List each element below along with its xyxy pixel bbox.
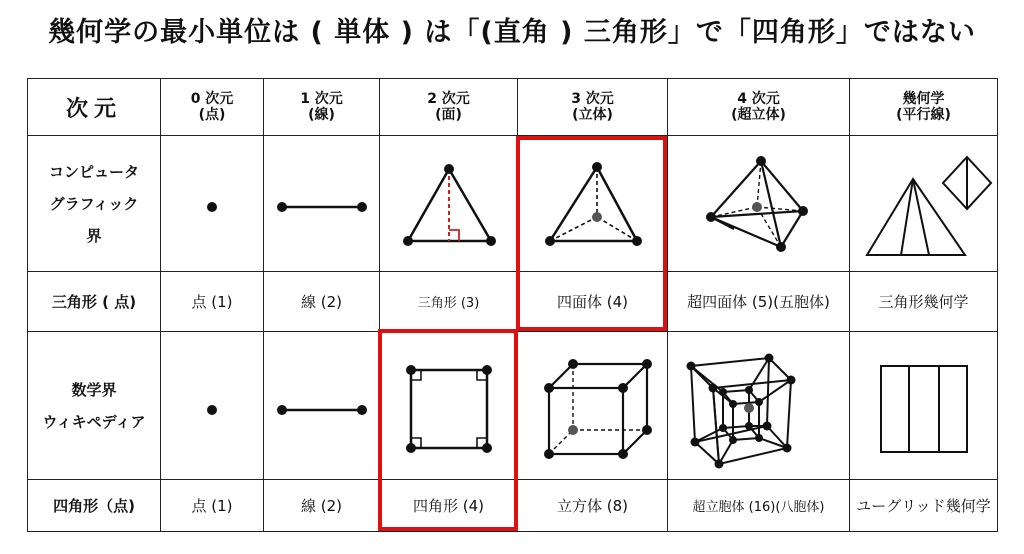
cg-line-cell [264,136,380,272]
header-0d: 0 次元 (点) [161,79,264,136]
math-row-label: 四角形（点) [28,480,161,532]
cg-figure-row [28,136,998,272]
triangle-geometry-figure [851,139,997,269]
dimension-table [27,78,998,532]
math-label-5: ユーグリッド幾何学 [850,480,998,532]
dimension-header: 次元 [28,79,161,136]
cg-triangle-cell [380,136,518,272]
square-figure [381,336,517,476]
cg-label-row [28,272,998,332]
point-figure-2 [162,336,262,476]
right-triangle-figure [381,139,517,269]
math-label-1: 線 (2) [264,480,380,532]
cg-label-5: 三角形幾何学 [850,272,998,332]
line-figure [265,139,379,269]
header-2d: 2 次元 (面) [380,79,518,136]
cube-figure [519,336,667,476]
page-title: 幾何学の最小単位は ( 単体 ) は「(直角 ) 三角形」で「四角形」ではない [48,17,976,48]
five-cell-figure [669,139,849,269]
header-row [28,79,998,136]
line-figure-2 [265,336,379,476]
math-label-row [28,480,998,532]
tesseract-figure [669,336,849,476]
cg-label-2: 三角形 (3) [380,272,518,332]
cg-geometry-cell [850,136,998,272]
header-3d: 3 次元 (立体) [518,79,668,136]
math-label-0: 点 (1) [161,480,264,532]
math-line-cell [264,332,380,480]
tetrahedron-figure [519,139,667,269]
point-figure [162,139,262,269]
cg-label-1: 線 (2) [264,272,380,332]
header-geometry: 幾何学 (平行線) [850,79,998,136]
header-1d: 1 次元 (線) [264,79,380,136]
math-point-cell [161,332,264,480]
math-figure-row [28,332,998,480]
cg-label-3: 四面体 (4) [518,272,668,332]
cg-5cell-cell [668,136,850,272]
math-section-label: 数学界 ウィキペディア [28,332,161,480]
header-4d: 4 次元 (超立体) [668,79,850,136]
cg-label-4: 超四面体 (5)(五胞体) [668,272,850,332]
math-label-2: 四角形 (4) [380,480,518,532]
math-tesseract-cell [668,332,850,480]
math-geometry-cell [850,332,998,480]
math-label-4: 超立胞体 (16)(八胞体) [668,480,850,532]
cg-row-label: 三角形 ( 点) [28,272,161,332]
grid-geometry-figure [851,336,997,476]
cg-section-label: コンピュータ グラフィック 界 [28,136,161,272]
cg-label-0: 点 (1) [161,272,264,332]
math-label-3: 立方体 (8) [518,480,668,532]
cg-tetrahedron-cell [518,136,668,272]
cg-point-cell [161,136,264,272]
math-square-cell [380,332,518,480]
math-cube-cell [518,332,668,480]
